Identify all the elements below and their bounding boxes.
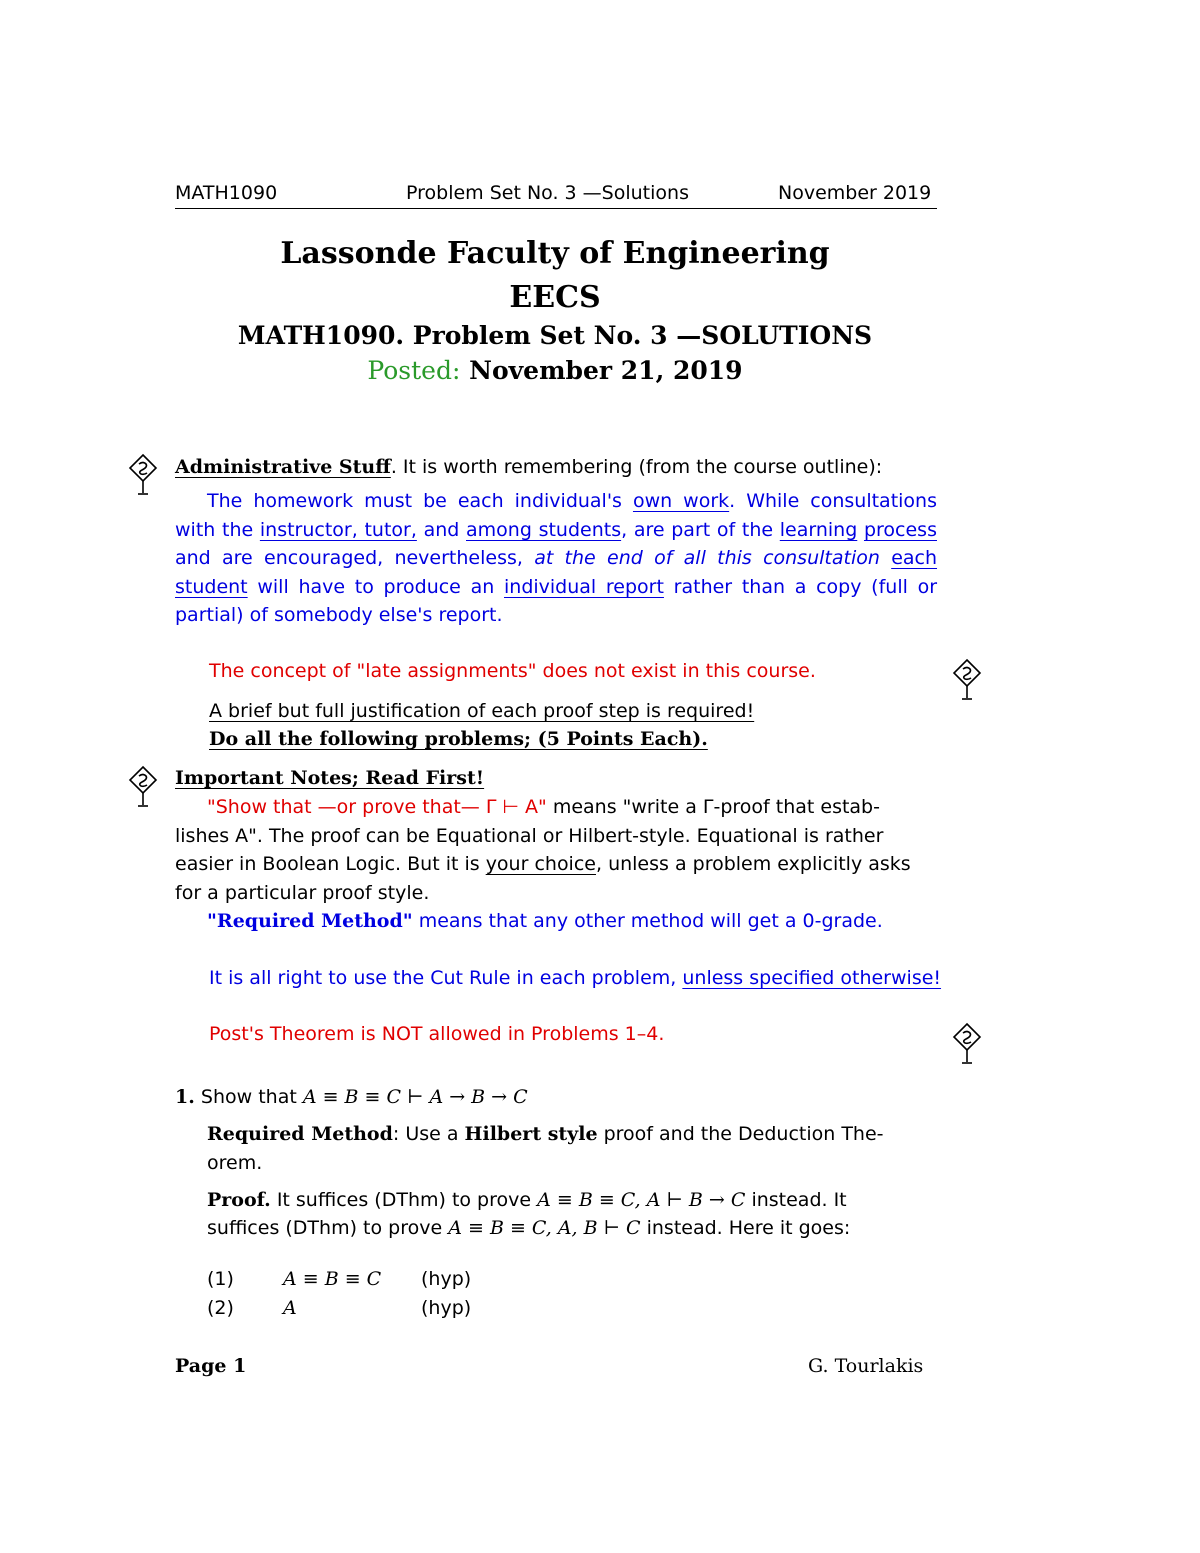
notes-text: means that any other method will get a 0-grade. xyxy=(418,910,883,932)
admin-text: . While consultations xyxy=(729,490,937,512)
header-set: Problem Set No. 3 —Solutions xyxy=(406,182,689,204)
notes-text: means "write a Γ-proof that estab- xyxy=(552,796,880,818)
admin-text: , are part of the xyxy=(621,518,774,541)
proof-formula: A ≡ B ≡ C, A, B ⊢ C xyxy=(448,1217,641,1239)
your-choice: your choice xyxy=(485,853,596,875)
proof-text: instead. Here it goes: xyxy=(646,1217,851,1239)
admin-text: rather than a copy xyxy=(673,575,862,598)
proof-step-num: (1) xyxy=(207,1268,234,1290)
notes-heading: Important Notes; Read First! xyxy=(175,767,485,789)
problem-text: proof and the Deduction The- xyxy=(603,1123,884,1145)
do-all-notice: Do all the following problems; (5 Points Each). xyxy=(209,728,708,750)
problem-text: : Use a xyxy=(392,1123,459,1145)
posted-label: Posted: xyxy=(367,356,461,385)
proof-text: instead. It xyxy=(751,1189,847,1211)
admin-heading-line xyxy=(175,453,882,482)
dangerous-bend-icon xyxy=(128,765,158,809)
justification-notice: A brief but full justification of each proof step is required! xyxy=(209,700,755,722)
problem-1-statement xyxy=(175,1083,528,1112)
problem-number: 1. xyxy=(175,1086,195,1108)
admin-heading: Administrative Stuff xyxy=(175,456,391,478)
admin-text: and are encouraged, nevertheless, xyxy=(175,547,523,569)
dangerous-bend-icon xyxy=(952,1022,982,1066)
process: process xyxy=(863,518,937,541)
notes-text: , unless a problem explicitly asks xyxy=(595,853,911,875)
each-student: each student xyxy=(175,547,938,598)
header-date: November 2019 xyxy=(778,182,932,204)
notes-line-2: lishes A". The proof can be Equational or Hilbert-style. Equational is rather xyxy=(175,825,884,847)
cut-rule-note xyxy=(209,964,941,993)
notes-line-4: for a particular proof style. xyxy=(175,882,430,904)
learning: learning xyxy=(779,518,858,541)
posted-date: November 21, 2019 xyxy=(469,356,743,385)
proof-label: Proof. xyxy=(207,1189,271,1211)
proof-step-formula: A xyxy=(283,1297,297,1319)
admin-text: and xyxy=(423,518,460,541)
dangerous-bend-icon xyxy=(952,658,982,702)
proof-step-formula: A ≡ B ≡ C xyxy=(283,1268,382,1290)
title-dept: EECS xyxy=(509,280,601,315)
header-rule xyxy=(175,208,937,209)
proof-formula: A ≡ B ≡ C, A ⊢ B → C xyxy=(537,1189,746,1211)
admin-text: with the xyxy=(175,518,254,541)
admin-intro: . It is worth remembering (from the course outline): xyxy=(390,456,883,478)
admin-text: The homework must be each individual's xyxy=(207,490,622,512)
unless-specified: unless specified otherwise! xyxy=(682,967,942,989)
post-theorem-note: Post's Theorem is NOT allowed in Problems 1–4. xyxy=(209,1023,665,1045)
notes-line-3 xyxy=(175,850,911,879)
proof-step-num: (2) xyxy=(207,1297,234,1319)
hilbert-style: Hilbert style xyxy=(464,1123,598,1145)
title-problem-set: MATH1090. Problem Set No. 3 —SOLUTIONS xyxy=(237,321,873,350)
among-students: among students xyxy=(466,518,622,541)
footer-author: G. Tourlakis xyxy=(808,1355,924,1377)
footer-page: Page 1 xyxy=(175,1355,247,1377)
proof-step-reason: (hyp) xyxy=(421,1268,472,1290)
individual-report: individual report xyxy=(504,575,664,598)
proof-text: It suffices (DThm) to prove xyxy=(276,1189,532,1211)
at-the-end: at the end of all this consultation xyxy=(534,547,880,569)
admin-text: (full or partial) of somebody else's report. xyxy=(175,575,938,626)
proof-text: suffices (DThm) to prove xyxy=(207,1217,443,1239)
problem-1-method-cont: orem. xyxy=(207,1152,263,1174)
problem-formula: A ≡ B ≡ C ⊢ A → B → C xyxy=(302,1086,528,1108)
notes-text: It is all right to use the Cut Rule in each problem, xyxy=(209,967,677,989)
required-method-label: Required Method xyxy=(207,1123,393,1145)
notes-text: easier in Boolean Logic. But it is xyxy=(175,853,480,875)
problem-text: Show that xyxy=(200,1086,297,1108)
late-notice: The concept of "late assignments" does not exist in this course. xyxy=(209,660,816,682)
title-posted xyxy=(150,356,960,385)
proof-line-2 xyxy=(207,1214,850,1243)
admin-paragraph xyxy=(175,487,937,630)
show-that-quote: "Show that —or prove that— Γ ⊢ A" xyxy=(207,796,547,818)
proof-line-1 xyxy=(207,1186,847,1215)
proof-step-reason: (hyp) xyxy=(421,1297,472,1319)
title-faculty: Lassonde Faculty of Engineering xyxy=(280,236,830,271)
notes-line-1 xyxy=(207,793,880,822)
required-method-quote: "Required Method" xyxy=(207,910,413,932)
required-method-note xyxy=(207,907,883,936)
admin-text: will have to produce an xyxy=(257,575,495,598)
problem-1-method xyxy=(207,1120,884,1149)
header-course: MATH1090 xyxy=(175,182,278,204)
own-work: own work xyxy=(632,490,730,512)
instructor-tutor: instructor, tutor, xyxy=(259,518,417,541)
dangerous-bend-icon xyxy=(128,453,158,497)
